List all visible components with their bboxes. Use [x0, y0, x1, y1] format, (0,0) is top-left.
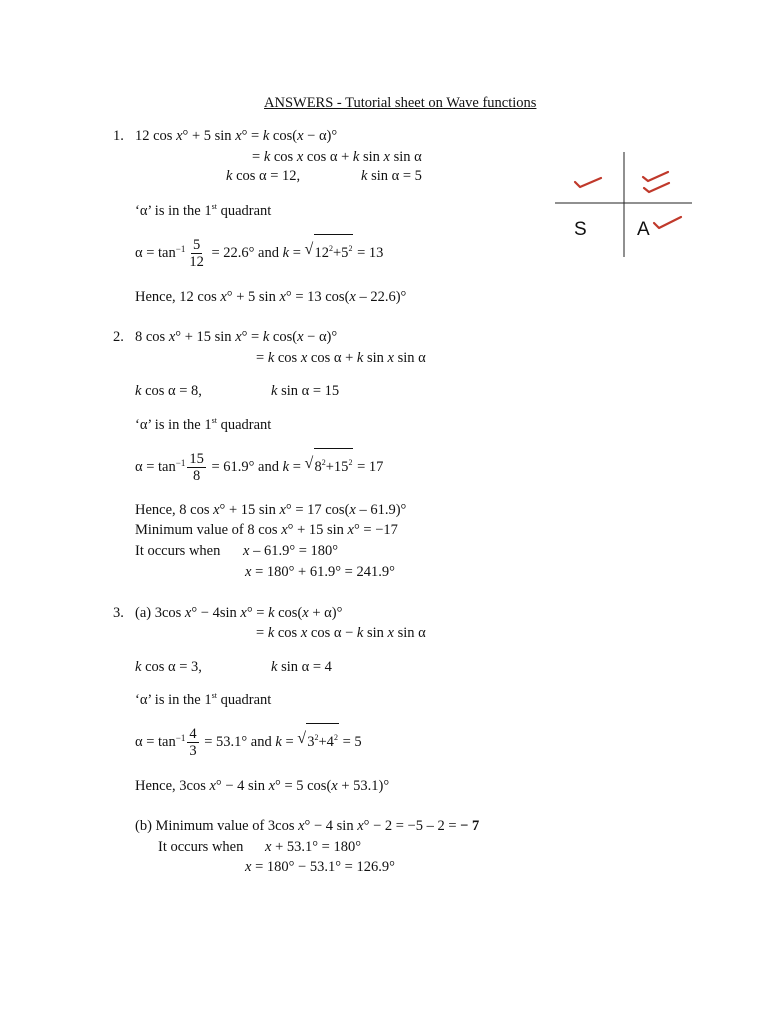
question-1-number: 1. [113, 128, 124, 144]
question-2-number: 2. [113, 329, 124, 345]
quadrant-tick-marks [575, 172, 681, 228]
q1-fraction: $\frac{5}{12}$ [189, 237, 204, 271]
q3-k-cos: k cos α = 3, [135, 659, 202, 675]
q2-occurs-equation: x – 61.9° = 180° [243, 543, 339, 559]
q2-square-root: √ $8^2+15^2$ [305, 448, 354, 485]
quadrant-label-a: A [637, 219, 650, 240]
q2-alpha-line: $\alpha = \tan^{-1}$ $\frac{15}{8}$ = 61.9° and k = √ $8^2+15^2 = 17$ [135, 448, 383, 485]
q3-equation-line-2: = k cos x cos α − k sin x sin α [256, 625, 426, 641]
tick-mark-fourth-quadrant [654, 217, 681, 228]
q1-k-cos: k cos α = 12, [226, 168, 301, 184]
q3-fraction: $\frac{4}{3}$ [189, 726, 197, 760]
tick-mark-second-quadrant [575, 178, 601, 187]
q2-fraction: $\frac{15}{8}$ [189, 451, 204, 485]
quadrant-axes [555, 150, 695, 260]
q2-occurs-label: It occurs when [135, 543, 221, 559]
q2-quadrant-text: ‘α’ is in the 1st quadrant [135, 416, 272, 433]
q1-k-sin: k sin α = 5 [361, 168, 422, 184]
q3-hence-line: Hence, 3cos x° − 4 sin x° = 5 cos(x + 53.1)° [135, 778, 390, 794]
q1-alpha-line: $\alpha = \tan^{-1}$ $\frac{5}{12}$ = 22.6° and k = √ $12^2+5^2 = 13$ [135, 234, 383, 271]
q2-k-sin: k sin α = 15 [271, 383, 340, 399]
q1-equation-line-2: = k cos x cos α + k sin x sin α [252, 149, 422, 165]
q2-minimum-line: Minimum value of 8 cos x° + 15 sin x° = −17 [135, 522, 398, 538]
q2-equation-line-1: 8 cos x° + 15 sin x° = k cos(x − α)° [135, 329, 338, 345]
q1-square-root: √ $12^2+5^2$ [305, 234, 354, 271]
q3-k-sin: k sin α = 4 [271, 659, 332, 675]
q3-square-root: √ $3^2+4^2$ [297, 723, 339, 760]
q2-hence-line: Hence, 8 cos x° + 15 sin x° = 17 cos(x – 61.9)° [135, 502, 407, 518]
q2-k-cos: k cos α = 8, [135, 383, 202, 399]
page-title: ANSWERS - Tutorial sheet on Wave functions [264, 95, 537, 111]
question-3-number: 3. [113, 605, 124, 621]
q3b-minimum-line: (b) Minimum value of 3cos x° − 4 sin x° − 2 = −5 – 2 = − 7 [135, 818, 480, 834]
q1-equation-line-1: 12 cos x° + 5 sin x° = k cos(x − α)° [135, 128, 338, 144]
quadrant-label-s: S [574, 219, 587, 240]
tick-mark-first-quadrant-lower [644, 183, 669, 192]
cast-quadrant-diagram [555, 150, 695, 260]
q3-quadrant-text: ‘α’ is in the 1st quadrant [135, 691, 272, 708]
q3b-result: x = 180° − 53.1° = 126.9° [245, 859, 395, 875]
q3-alpha-line: $\alpha = \tan^{-1}$ $\frac{4}{3}$ = 53.1° and k = √ $3^2+4^2 = 5$ [135, 723, 362, 760]
q3b-occurs-equation: x + 53.1° = 180° [265, 839, 362, 855]
q2-result: x = 180° + 61.9° = 241.9° [245, 564, 395, 580]
q1-quadrant-text: ‘α’ is in the 1st quadrant [135, 202, 272, 219]
q1-hence-line: Hence, 12 cos x° + 5 sin x° = 13 cos(x – 22.6)° [135, 289, 407, 305]
q3-equation-line-1: (a) 3cos x° − 4sin x° = k cos(x + α)° [135, 605, 343, 621]
q2-equation-line-2: = k cos x cos α + k sin x sin α [256, 350, 426, 366]
tick-mark-first-quadrant-upper [643, 172, 668, 181]
q3b-occurs-label: It occurs when [158, 839, 244, 855]
